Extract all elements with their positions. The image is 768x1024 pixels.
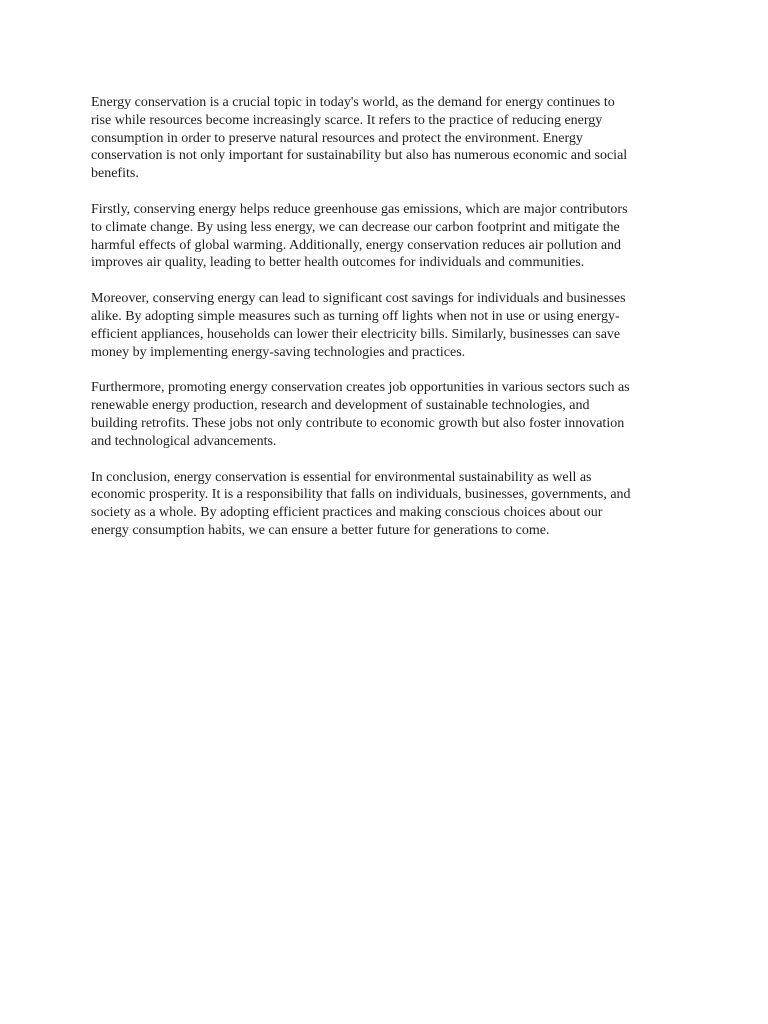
paragraph-job-opportunities: Furthermore, promoting energy conservation creates job opportunities in various sectors such as renewable energy production, research and development of sustainable technologies, and building retrofits. These jobs not only contribute to economic growth but also foster innovation and technological advancements.	[91, 380, 630, 449]
paragraph-emissions: Firstly, conserving energy helps reduce greenhouse gas emissions, which are major contributors to climate change. By using less energy, we can decrease our carbon footprint and mitigate the harmful effects of global warming. Additionally, energy conservation reduces air pollution and improves air quality, leading to better health outcomes for individuals and communities.	[91, 201, 628, 271]
paragraph-cost-savings: Moreover, conserving energy can lead to significant cost savings for individuals and businesses alike. By adopting simple measures such as turning off lights when not in use or using energy- efficient appliances, households can lower their electricity bills. Similarly, businesses can save money by implementing energy-saving technologies and practices.	[91, 291, 626, 360]
paragraph-conclusion: In conclusion, energy conservation is essential for environmental sustainability as well as economic prosperity. It is a responsibility that falls on individuals, businesses, governments, and society as a whole. By adopting efficient practices and making conscious choices about our energy consumption habits, we can ensure a better future for generations to come.	[91, 469, 631, 538]
paragraph-introduction: Energy conservation is a crucial topic in today's world, as the demand for energy continues to rise while resources become increasingly scarce. It refers to the practice of reducing energy consumption in order to preserve natural resources and protect the environment. Energy conservation is not only important for sustainability but also has numerous economic and social benefits.	[91, 95, 628, 182]
document-body	[91, 94, 675, 558]
